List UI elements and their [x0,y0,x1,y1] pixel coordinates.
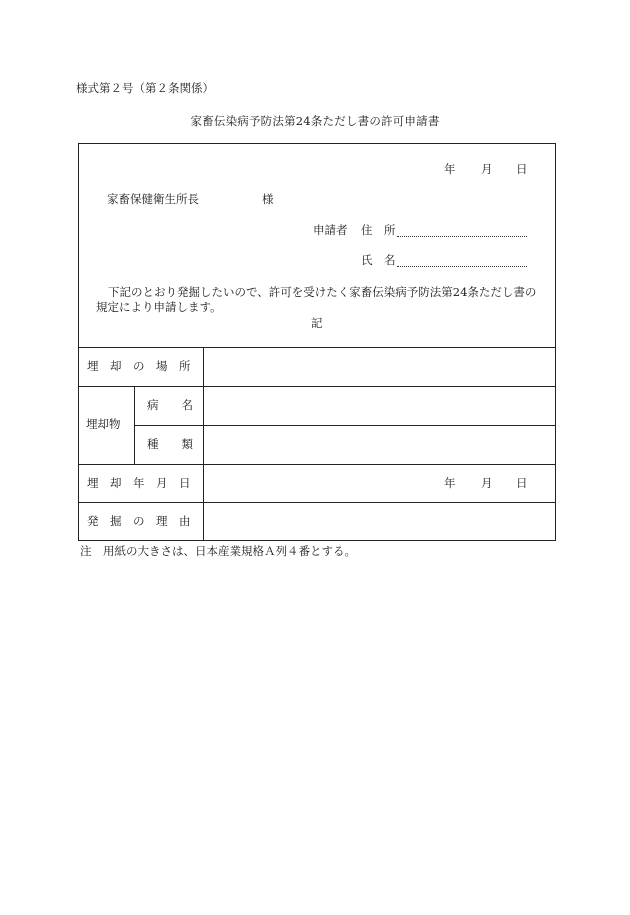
burial-date-day: 日 [516,476,528,490]
addressee: 家畜保健衛生所長 [107,192,199,206]
buried-item-label: 埋却物 [86,417,121,431]
paper-size-note: 注 用紙の大きさは、日本産業規格Ａ列４番とする。 [80,544,356,558]
request-text-line-2: 規定により申請します。 [96,300,222,314]
column-divider [134,386,135,464]
burial-place-field[interactable] [204,348,555,386]
excavation-reason-field[interactable] [204,503,555,540]
document-title: 家畜伝染病予防法第24条ただし書の許可申請書 [190,114,440,128]
disease-name-label: 病 名 [147,398,193,412]
date-year: 年 [444,162,456,176]
burial-date-year: 年 [444,476,456,490]
request-text-line-1: 下記のとおり発掘したいので、許可を受けたく家畜伝染病予防法第24条ただし書の [108,285,537,299]
date-month: 月 [481,162,493,176]
honorific: 様 [262,192,274,206]
ki-heading: 記 [311,316,323,330]
excavation-reason-label: 発 掘 の 理 由 [87,514,191,528]
burial-date-month: 月 [481,476,493,490]
burial-date-field[interactable] [204,465,434,502]
kind-field[interactable] [204,426,555,464]
burial-date-label: 埋 却 年 月 日 [87,476,191,490]
address-field[interactable] [397,236,527,237]
name-label: 氏 名 [361,253,396,267]
address-label: 住 所 [361,223,396,237]
disease-name-field[interactable] [204,387,555,425]
form-number: 様式第２号（第２条関係） [76,81,214,95]
kind-label: 種 類 [147,437,193,451]
applicant-label: 申請者 [313,223,348,237]
burial-place-label: 埋 却 の 場 所 [87,359,191,373]
name-field[interactable] [397,266,527,267]
date-day: 日 [516,162,528,176]
